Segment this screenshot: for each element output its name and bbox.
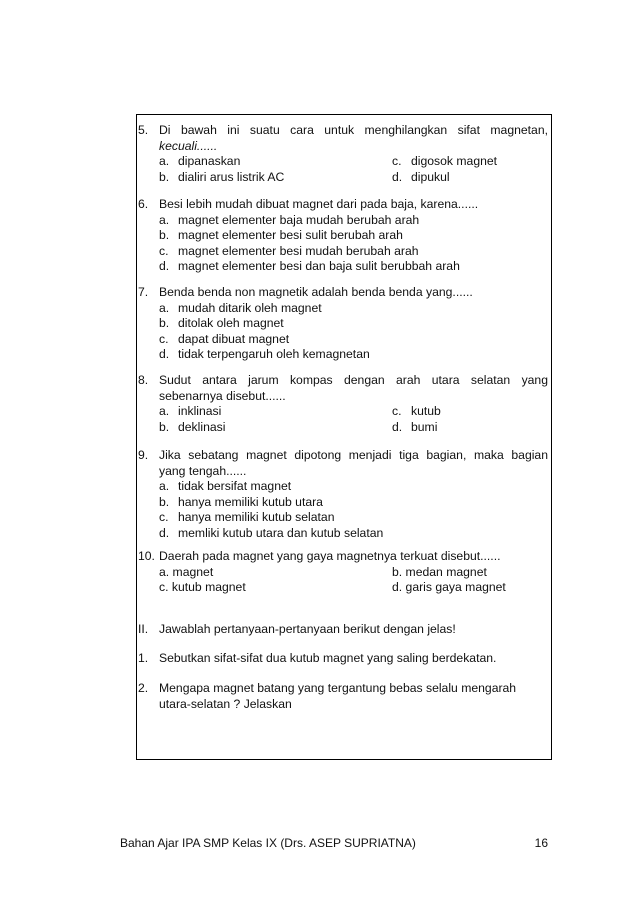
page-footer (120, 835, 548, 851)
option-letter: b. (159, 228, 170, 242)
option-letter: c. (159, 331, 169, 346)
option-row (138, 154, 548, 170)
option-text: hanya memiliki kutub utara (178, 494, 323, 509)
question-stem: Jika sebatang magnet dipotong menjadi tiga bagian, maka bagian (159, 448, 548, 462)
option-row (138, 170, 548, 186)
option-text: a. magnet (159, 564, 214, 579)
option-text: magnet elementer besi mudah berubah arah (178, 243, 419, 258)
option-text: tidak terpengaruh oleh kemagnetan (178, 347, 370, 361)
option-letter: c. (159, 510, 169, 524)
option-text: memliki kutub utara dan kutub selatan (178, 525, 384, 540)
option-text: magnet elementer besi dan baja sulit berubbah arah (178, 259, 460, 273)
option-text: deklinasi (178, 419, 226, 434)
option-letter: d. (159, 347, 170, 361)
option-letter: d. (159, 525, 170, 540)
essay-question-1 (138, 651, 548, 667)
option-text: hanya memiliki kutub selatan (178, 510, 335, 524)
option-row (138, 580, 548, 596)
option-letter: a. (159, 212, 170, 227)
option-letter: a. (159, 404, 170, 418)
option-row (138, 404, 548, 420)
page-number: 16 (534, 836, 548, 850)
question-stem: Di bawah ini suatu cara untuk menghilangkan sifat magnetan, (159, 123, 548, 137)
option-text: d. garis gaya magnet (392, 580, 506, 594)
option-letter: a. (159, 154, 170, 168)
option-text: kutub (411, 404, 441, 418)
option-letter: b. (159, 169, 170, 184)
option-text: c. kutub magnet (159, 580, 246, 594)
option-letter: c. (392, 154, 402, 168)
section-title: Jawablah pertanyaan-pertanyaan berikut dengan jelas! (159, 622, 456, 636)
option-text: dapat dibuat magnet (178, 331, 290, 346)
option-letter: c. (159, 243, 169, 258)
option-text: bumi (411, 419, 438, 434)
option-letter: b. (159, 316, 170, 330)
option-letter: d. (392, 419, 403, 434)
question-number: 7. (138, 285, 149, 299)
option-letter: c. (392, 404, 402, 418)
question-stem-cont: kecuali...... (159, 138, 218, 153)
essay-question-2 (138, 681, 548, 712)
question-stem: Mengapa magnet batang yang tergantung bebas selalu mengarah (159, 681, 517, 695)
option-text: digosok magnet (411, 154, 498, 168)
question-stem-cont: yang tengah...... (159, 463, 247, 478)
question-stem: Besi lebih mudah dibuat magnet dari pada baja, karena...... (159, 197, 479, 211)
option-text: magnet elementer besi sulit berubah arah (178, 228, 403, 242)
option-row (138, 420, 548, 436)
question-6 (138, 197, 548, 275)
option-text: dialiri arus listrik AC (178, 169, 285, 184)
question-stem-cont: sebenarnya disebut...... (159, 388, 286, 403)
option-letter: d. (159, 259, 170, 273)
question-number: 6. (138, 197, 149, 211)
option-letter: a. (159, 300, 170, 315)
option-letter: b. (159, 494, 170, 509)
footer-text: Bahan Ajar IPA SMP Kelas IX (Drs. ASEP SUPRIATNA) (120, 836, 416, 850)
section-number: II. (138, 622, 149, 636)
option-letter: d. (392, 169, 403, 184)
question-number: 1. (138, 651, 149, 665)
question-number: 2. (138, 681, 149, 695)
question-number: 9. (138, 448, 149, 462)
option-letter: a. (159, 479, 170, 493)
option-letter: b. (159, 419, 170, 434)
option-text: magnet elementer baja mudah berubah arah (178, 212, 420, 227)
option-text: tidak bersifat magnet (178, 479, 292, 493)
question-stem: Sebutkan sifat-sifat dua kutub magnet yang saling berdekatan. (159, 651, 497, 665)
question-number: 10. (138, 549, 155, 563)
option-text: mudah ditarik oleh magnet (178, 300, 322, 315)
option-text: inklinasi (178, 404, 222, 418)
option-text: b. medan magnet (392, 564, 487, 579)
question-5 (138, 123, 548, 185)
option-text: dipukul (411, 169, 450, 184)
question-8 (138, 373, 548, 435)
question-stem-cont: utara-selatan ? Jelaskan (159, 696, 292, 711)
question-stem: Daerah pada magnet yang gaya magnetnya terkuat disebut...... (159, 549, 501, 563)
question-number: 5. (138, 123, 149, 137)
option-row (138, 565, 548, 581)
option-text: dipanaskan (178, 154, 241, 168)
question-stem: Benda benda non magnetik adalah benda benda yang...... (159, 285, 473, 299)
question-number: 8. (138, 373, 149, 387)
question-9 (138, 448, 548, 541)
question-7 (138, 285, 548, 363)
option-text: ditolak oleh magnet (178, 316, 284, 330)
question-10 (138, 549, 548, 596)
question-stem: Sudut antara jarum kompas dengan arah utara selatan yang (159, 373, 548, 387)
section-2-heading (138, 622, 548, 638)
